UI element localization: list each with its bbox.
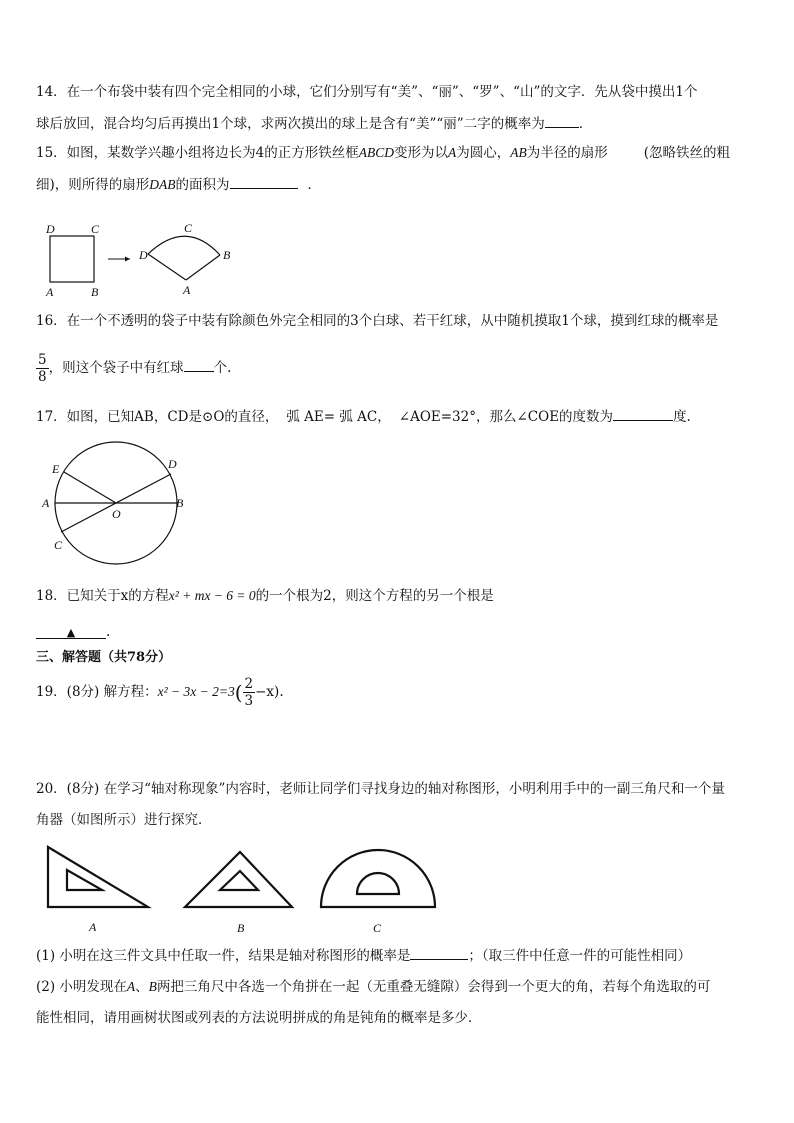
q20-line1: 20．(8分) 在学习“轴对称现象”内容时，老师让同学们寻找身边的轴对称图形，小明利用手中的一副三角尺和一个量 bbox=[36, 781, 725, 797]
label-d2: D bbox=[139, 248, 148, 262]
q14-line1: 14．在一个布袋中装有四个完全相同的小球，它们分别写有“美”、“丽”、“罗”、“山”的文字．先从袋中摸出1个 bbox=[36, 84, 698, 100]
q15-text-g: 的面积为 bbox=[175, 177, 230, 193]
q17-text-a: 17．如图，已知AB，CD是⊙O的直径， bbox=[36, 409, 279, 425]
q17-unit: 度. bbox=[673, 409, 691, 425]
q17-figure bbox=[40, 450, 200, 560]
q19-lhs: x² − 3x − 2=3 bbox=[157, 684, 235, 699]
q20-figures bbox=[40, 843, 460, 939]
q20-sub1-note: ；（取三件中任意一件的可能性相同） bbox=[468, 948, 692, 964]
q19-paren: ( bbox=[234, 680, 243, 705]
q15-a: A bbox=[448, 145, 457, 160]
q15-line2 bbox=[36, 174, 321, 195]
protractor-c bbox=[321, 850, 435, 907]
q18-line1 bbox=[36, 586, 494, 606]
q16-answer-blank[interactable] bbox=[184, 357, 214, 372]
triangle-ruler-b-inner bbox=[220, 871, 258, 890]
q19-prefix: 19．(8分) 解方程： bbox=[36, 684, 158, 700]
q16-text: ，则这个袋子中有红球 bbox=[48, 360, 184, 376]
label-c: C bbox=[373, 921, 382, 935]
section-3-heading: 三、解答题（共78分） bbox=[36, 650, 172, 665]
q15-line1 bbox=[36, 143, 730, 163]
label-c: C bbox=[91, 222, 100, 236]
q18-line2 bbox=[36, 622, 110, 642]
q18-end: . bbox=[106, 624, 111, 640]
q17-angle: ∠AOE=32°，那么∠COE的度数为 bbox=[398, 409, 614, 425]
q19-fraction bbox=[243, 676, 256, 709]
q16-end: 个. bbox=[213, 360, 232, 376]
label-c2: C bbox=[184, 221, 193, 235]
sector-arc bbox=[148, 236, 220, 255]
q20-sub1 bbox=[36, 945, 691, 966]
label-a: A bbox=[42, 496, 50, 510]
sector-radius-1 bbox=[148, 254, 186, 280]
q15-text-d: 为半径的扇形 bbox=[526, 145, 608, 161]
q15-text-b: 变形为以 bbox=[394, 145, 449, 161]
label-e: E bbox=[52, 462, 60, 476]
q15-text-c: 为圆心， bbox=[456, 145, 511, 161]
q16-fraction bbox=[36, 352, 49, 385]
q20-sub1-blank[interactable] bbox=[410, 945, 468, 960]
q15-figure bbox=[40, 222, 240, 302]
q20-sub2-b: B bbox=[148, 979, 157, 994]
q19-rest: −x). bbox=[255, 684, 284, 700]
q18-text-a: 18．已知关于x的方程 bbox=[36, 588, 169, 604]
q16-den: 8 bbox=[38, 369, 47, 385]
q20-sub2-text-b: 两把三角尺中各选一个角拼在一起（无重叠无缝隙）会得到一个更大的角，若每个角选取的可 bbox=[156, 979, 711, 995]
q16-line1: 16．在一个不透明的袋子中装有除颜色外完全相同的3个白球、若干红球，从中随机摸取1个球，摸到红球的概率是 bbox=[36, 313, 719, 329]
q17-line1 bbox=[36, 406, 691, 427]
protractor-c-inner bbox=[357, 873, 399, 894]
q18-equation: x² + mx − 6 = 0 bbox=[168, 588, 256, 603]
q20-sub2-a: A bbox=[126, 979, 136, 994]
q17-arc: 弧 AE= 弧 AC， bbox=[286, 409, 391, 425]
label-d: D bbox=[46, 222, 55, 236]
label-b: B bbox=[176, 496, 184, 510]
label-a: A bbox=[46, 285, 54, 299]
q15-text-f: 细)，则所得的扇形 bbox=[36, 177, 150, 193]
label-d: D bbox=[168, 457, 177, 471]
triangle-ruler-a bbox=[48, 847, 148, 907]
radius-oe bbox=[64, 472, 116, 503]
q14-end: ． bbox=[578, 116, 593, 132]
q15-end: ． bbox=[307, 177, 322, 193]
q14-answer-blank[interactable] bbox=[545, 113, 579, 128]
arrow-head bbox=[125, 257, 130, 262]
q14-text: 球后放回，混合均匀后再摸出1个球，求两次摸出的球上是含有“美”“丽”二字的概率为 bbox=[36, 116, 545, 132]
sector-radius-2 bbox=[186, 255, 220, 280]
label-b: B bbox=[237, 921, 245, 935]
label-a2: A bbox=[183, 283, 191, 297]
q20-sub2-line1 bbox=[36, 977, 710, 997]
q18-text-b: 的一个根为2，则这个方程的另一个根是 bbox=[255, 588, 494, 604]
q18-answer-blank[interactable] bbox=[36, 622, 106, 639]
label-b: B bbox=[91, 285, 99, 299]
q16-line2 bbox=[36, 352, 231, 385]
q20-line2: 角器（如图所示）进行探究． bbox=[36, 812, 212, 828]
triangle-ruler-a-inner bbox=[67, 870, 102, 890]
q15-text-a: 15．如图，某数学兴趣小组将边长为4的正方形铁丝框 bbox=[36, 145, 359, 161]
q15-abcd: ABCD bbox=[358, 145, 395, 160]
q19-den: 3 bbox=[244, 693, 254, 709]
q14-line2 bbox=[36, 113, 592, 134]
label-a: A bbox=[89, 920, 97, 934]
q15-text-e: (忽略铁丝的粗 bbox=[643, 145, 731, 161]
label-o: O bbox=[112, 507, 121, 521]
q20-sub2-sep: 、 bbox=[135, 979, 149, 995]
q20-sub2-line2: 能性相同，请用画树状图或列表的方法说明拼成的角是钝角的概率是多少． bbox=[36, 1010, 482, 1026]
triangle-ruler-b bbox=[185, 852, 292, 907]
square bbox=[50, 236, 94, 282]
q15-answer-blank[interactable] bbox=[230, 174, 298, 189]
q19-line bbox=[36, 674, 284, 711]
q18-mark: ▲ bbox=[66, 626, 76, 639]
q15-ab: AB bbox=[510, 145, 527, 160]
label-c: C bbox=[54, 538, 63, 552]
q17-answer-blank[interactable] bbox=[613, 406, 673, 421]
q16-num: 5 bbox=[38, 352, 47, 368]
q20-sub2-text-a: (2) 小明发现在 bbox=[36, 979, 127, 995]
q19-num: 2 bbox=[244, 676, 254, 692]
label-b2: B bbox=[223, 248, 231, 262]
q20-sub1-text: (1) 小明在这三件文具中任取一件，结果是轴对称图形的概率是 bbox=[36, 948, 411, 964]
q15-dab: DAB bbox=[149, 177, 176, 192]
